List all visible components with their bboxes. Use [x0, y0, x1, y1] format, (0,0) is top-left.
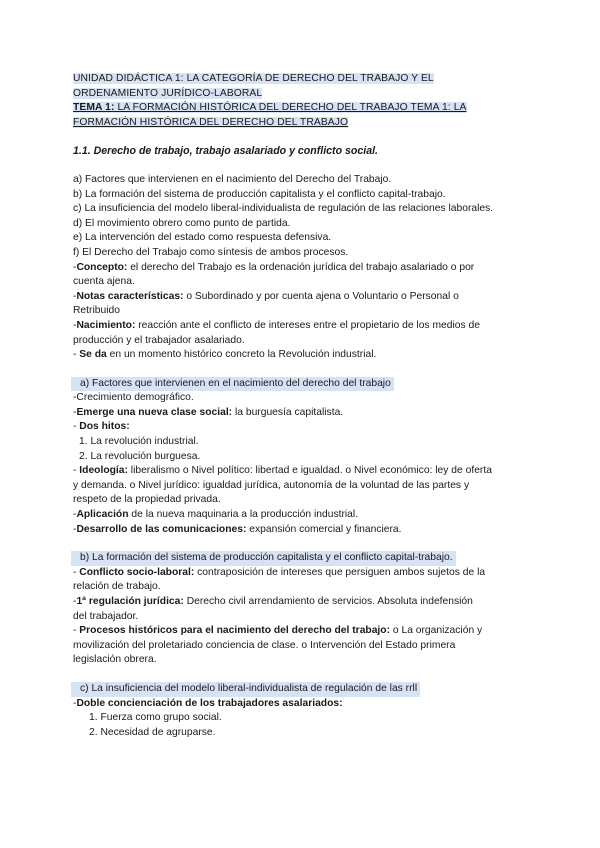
tema-label: TEMA 1:	[73, 102, 115, 114]
nacimiento-paragraph: -Nacimiento: reacción ante el conflicto de intereses entre el propietario de los medios de producción y el trabajador asalariado.	[73, 319, 525, 348]
procesos-text: o La organización y	[390, 625, 483, 637]
hito-2: 2. La revolución burguesa.	[79, 450, 201, 462]
ideologia-text-2: y demanda. o Nivel jurídico: igualdad jurídica, autonomía de la voluntad de las partes y	[73, 479, 470, 491]
emerge-text: la burguesía capitalista.	[232, 406, 344, 418]
procesos-label: Procesos históricos para el nacimiento del derecho del trabajo:	[79, 625, 391, 637]
desarrollo-text: expansión comercial y financiera.	[246, 523, 402, 535]
intro-item-e: e) La intervención del estado como respuesta defensiva.	[73, 232, 332, 244]
procesos-text-2: movilización del proletariado conciencia de clase. o Intervención del Estado primera	[73, 639, 456, 651]
tema-title-line2: FORMACIÓN HISTÓRICA DEL DERECHO DEL TRABAJO	[73, 116, 349, 128]
hito-1: 1. La revolución industrial.	[79, 436, 199, 448]
se-da-text: en un momento histórico concreto la Revolución industrial.	[106, 349, 377, 361]
doble-label: Doble concienciación de los trabajadores asalariados:	[76, 697, 343, 709]
concepto-label: Concepto:	[76, 261, 128, 273]
section-c: c) La insuficiencia del modelo liberal-individualista de regulación de las rrll -Doble concienciación de los trabajadores asalariados: 1. Fuerza como grupo social. 2. Necesidad de agruparse.	[73, 682, 525, 740]
section-c-heading: c) La insuficiencia del modelo liberal-individualista de regulación de las rrll	[71, 682, 420, 697]
intro-list	[73, 173, 525, 261]
document-content	[73, 72, 525, 740]
unit-title-line1: UNIDAD DIDÁCTICA 1: LA CATEGORÍA DE DERECHO DEL TRABAJO Y EL	[73, 73, 434, 84]
concepto-text: el derecho del Trabajo es la ordenación jurídica del trabajo asalariado o por	[127, 261, 475, 273]
conflicto-text-2: relación de trabajo.	[73, 581, 161, 593]
numbered-item-1: 1. Fuerza como grupo social.	[89, 712, 222, 724]
regulacion-label: 1ª regulación jurídica:	[76, 596, 184, 607]
nacimiento-text-2: producción y el trabajador asalariado.	[73, 334, 245, 346]
aplicacion-text: de la nueva maquinaria a la producción industrial.	[128, 509, 359, 521]
regulacion-text: Derecho civil arrendamiento de servicios. Absoluta indefensión	[183, 596, 473, 607]
section-title: 1.1. Derecho de trabajo, trabajo asalariado y conflicto social.	[73, 145, 378, 158]
se-da-label: Se da	[79, 349, 107, 361]
conflicto-text: contraposición de intereses que persiguen ambos sujetos de la	[194, 566, 486, 578]
procesos-text-3: legislación obrera.	[73, 654, 157, 666]
intro-item-d: d) El movimiento obrero como punto de partida.	[73, 217, 291, 229]
aplicacion-label: Aplicación	[76, 509, 129, 521]
regulacion-text-2: del trabajador.	[73, 610, 139, 622]
conflicto-label: Conflicto socio-laboral:	[79, 566, 195, 578]
intro-item-c: c) La insuficiencia del modelo liberal-individualista de regulación de las relaciones laborales.	[73, 203, 494, 215]
unit-title-line2: ORDENAMIENTO JURÍDICO-LABORAL	[73, 87, 263, 99]
tema-title-line1: LA FORMACIÓN HISTÓRICA DEL DERECHO DEL TRABAJO TEMA 1: LA	[114, 102, 467, 114]
se-da-paragraph: - Se da en un momento histórico concreto la Revolución industrial.	[73, 349, 377, 361]
dos-hitos-label: Dos hitos:	[79, 421, 130, 433]
ideologia-text-3: respeto de la propiedad privada.	[73, 494, 221, 506]
notas-paragraph: -Notas características: o Subordinado y por cuenta ajena o Voluntario o Personal o Retribuido	[73, 290, 525, 319]
concepto-text-2: cuenta ajena.	[73, 276, 135, 288]
intro-item-f: f) El Derecho del Trabajo como síntesis de ambos procesos.	[73, 246, 349, 258]
section-b: b) La formación del sistema de producción capitalista y el conflicto capital-trabajo. - Conflicto socio-laboral: contraposición de intereses que persiguen ambos sujetos de la relación de trabajo. -1ª regulación jurídica: Derecho civil arrendamiento de servicios. Absoluta indefensión del trabajador. - Procesos históricos para el nacimiento del derecho del trabajo: o La organización y movilización del proletariado conciencia de clase. o Intervención del Estado primera legislación obrera.	[73, 551, 525, 668]
concepto-paragraph: -Concepto: el derecho del Trabajo es la ordenación jurídica del trabajo asalariado o por cuenta ajena.	[73, 261, 525, 290]
document-header	[73, 72, 525, 130]
emerge-label: Emerge una nueva clase social:	[76, 406, 233, 418]
section-b-heading: b) La formación del sistema de producción capitalista y el conflicto capital-trabajo.	[71, 551, 456, 566]
notas-label: Notas características:	[76, 290, 184, 302]
desarrollo-label: Desarrollo de las comunicaciones:	[76, 523, 247, 535]
crecimiento-text: -Crecimiento demográfico.	[73, 392, 194, 404]
notas-text: o Subordinado y por cuenta ajena o Voluntario o Personal o	[183, 290, 459, 302]
intro-item-b: b) La formación del sistema de producción capitalista y el conflicto capital-trabajo.	[73, 188, 446, 200]
intro-item-a: a) Factores que intervienen en el nacimiento del Derecho del Trabajo.	[73, 173, 392, 185]
nacimiento-text: reacción ante el conflicto de intereses entre el propietario de los medios de	[135, 319, 480, 331]
section-a-heading: a) Factores que intervienen en el nacimiento del derecho del trabajo	[71, 377, 394, 392]
ideologia-label: Ideología:	[79, 465, 128, 477]
nacimiento-label: Nacimiento:	[76, 319, 136, 331]
numbered-item-2: 2. Necesidad de agruparse.	[89, 726, 216, 738]
section-a: a) Factores que intervienen en el nacimiento del derecho del trabajo -Crecimiento demográfico. -Emerge una nueva clase social: la burguesía capitalista. - Dos hitos: 1. La revolución industrial. 2. La revolución burguesa. - Ideología: liberalismo o Nivel político: libertad e igualdad. o Nivel económico: ley de oferta y demanda. o Nivel jurídico: igualdad jurídica, autonomía de la voluntad de las partes y respeto de la propiedad privada. -Aplicación de la nueva maquinaria a la producción industrial. -Desarrollo de las comunicaciones: expansión comercial y financiera.	[73, 377, 525, 538]
notas-text-2: Retribuido	[73, 305, 120, 317]
ideologia-text: liberalismo o Nivel político: libertad e igualdad. o Nivel económico: ley de oferta	[127, 465, 492, 477]
